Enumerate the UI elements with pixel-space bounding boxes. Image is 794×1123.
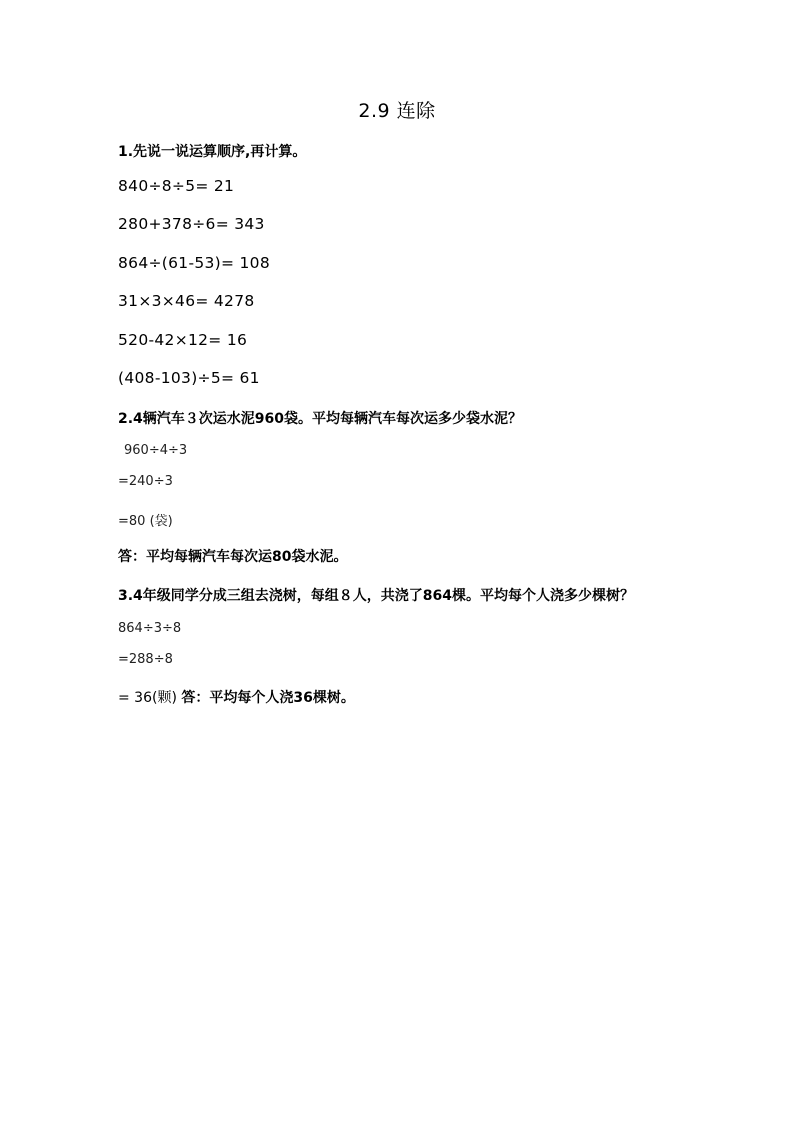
q1-equation-1: 840÷8÷5= 21: [118, 177, 235, 195]
q1-equation-6: (408-103)÷5= 61: [118, 369, 260, 387]
q3-final-line: [118, 687, 355, 707]
q3-step-2: =288÷8: [118, 652, 173, 667]
q3-step-1: 864÷3÷8: [118, 621, 182, 636]
q1-equation-3: 864÷(61-53)= 108: [118, 254, 271, 272]
q1-equation-5: 520-42×12= 16: [118, 331, 248, 349]
question-3-heading: 3.4年级同学分成三组去浇树，每组８人，共浇了864棵。平均每个人浇多少棵树？: [118, 588, 635, 604]
page-title: 2.9 连除: [358, 100, 436, 122]
q3-answer: 答：平均每个人浇36棵树。: [181, 690, 355, 706]
question-2-heading: 2.4辆汽车３次运水泥960袋。平均每辆汽车每次运多少袋水泥？: [118, 411, 523, 427]
q2-step-2: =240÷3: [118, 474, 173, 489]
q3-final-result: = 36(颗): [118, 690, 182, 706]
q1-equation-4: 31×3×46= 4278: [118, 292, 255, 310]
question-1-heading: 1.先说一说运算顺序,再计算。: [118, 144, 307, 160]
q2-answer: 答：平均每辆汽车每次运80袋水泥。: [118, 549, 348, 565]
q1-equation-2: 280+378÷6= 343: [118, 215, 265, 233]
q2-step-1: 960÷4÷3: [124, 443, 188, 458]
q2-step-3: =80 (袋): [118, 514, 173, 529]
